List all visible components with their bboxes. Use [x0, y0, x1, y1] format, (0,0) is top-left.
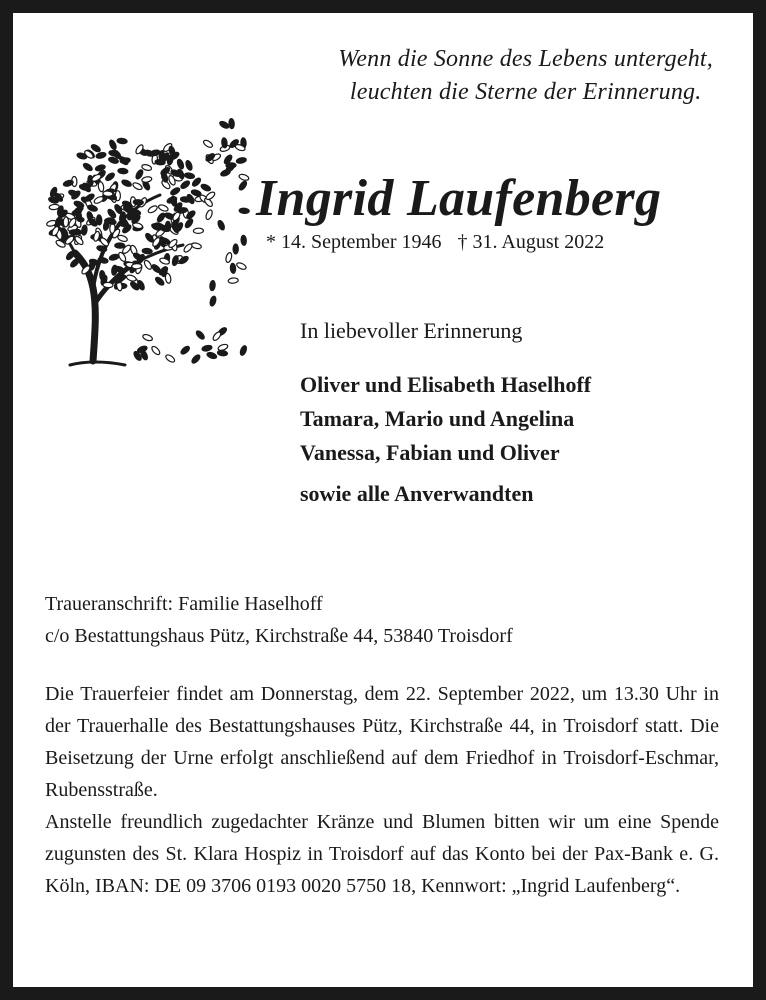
- motto: [338, 43, 713, 109]
- mourning-address: [45, 588, 513, 652]
- family-line-3: Vanessa, Fabian und Oliver: [300, 440, 560, 465]
- leaves-group: [46, 118, 249, 364]
- death-date: † 31. August 2022: [457, 231, 605, 253]
- relatives-line: sowie alle Anverwandten: [300, 481, 534, 506]
- address-line-2: c/o Bestattungshaus Pütz, Kirchstraße 44, 53840 Troisdorf: [45, 625, 513, 647]
- birth-date: * 14. September 1946: [266, 231, 442, 253]
- motto-line-1: Wenn die Sonne des Lebens untergeht,: [338, 46, 713, 72]
- wind-blown-tree-icon: [35, 103, 250, 368]
- ceremony-paragraph: Die Trauerfeier findet am Donnerstag, dem 22. September 2022, um 13.30 Uhr in der Trauerhalle des Bestattungshauses Pütz, Kirchstraße 44, in Troisdorf statt. Die Beisetzung der Urne erfolgt anschließend auf dem Friedhof in Troisdorf-Eschmar, Rubensstraße.: [45, 683, 719, 801]
- family-line-2: Tamara, Mario und Angelina: [300, 406, 575, 431]
- life-dates: [266, 231, 604, 254]
- announcement-text: [45, 678, 719, 902]
- motto-line-2: leuchten die Sterne der Erinnerung.: [349, 79, 702, 105]
- deceased-name: Ingrid Laufenberg: [256, 170, 662, 227]
- address-line-1: Traueranschrift: Familie Haselhoff: [45, 593, 323, 615]
- family-names: [300, 368, 591, 470]
- family-line-1: Oliver und Elisabeth Haselhoff: [300, 372, 592, 397]
- remembrance-line: In liebevoller Erinnerung: [300, 318, 523, 343]
- obituary-card: [13, 13, 753, 987]
- donation-paragraph: Anstelle freundlich zugedachter Kränze und Blumen bitten wir um eine Spende zugunsten des St. Klara Hospiz in Troisdorf auf das Konto bei der Pax-Bank e. G. Köln, IBAN: DE 09 3706 0193 0020 5750 18, Kennwort: „Ingrid Laufenberg“.: [45, 811, 719, 897]
